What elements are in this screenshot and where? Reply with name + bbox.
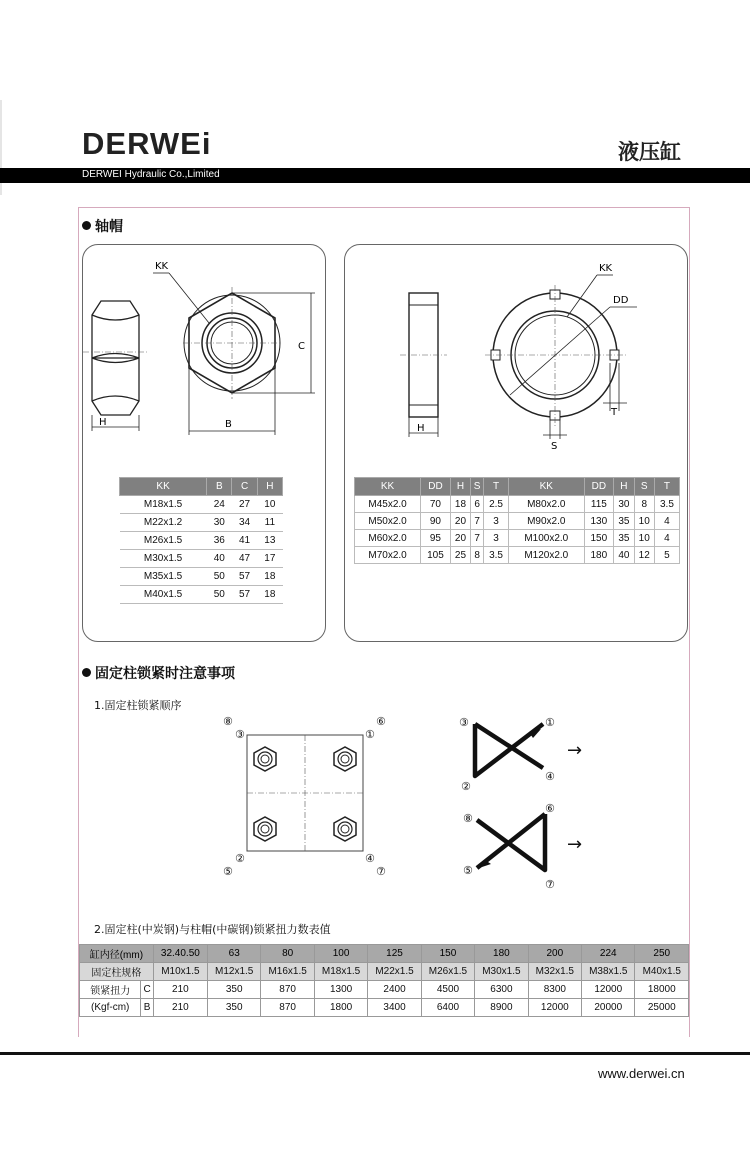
column-header: DD: [584, 478, 614, 496]
torque-table: [79, 944, 689, 1017]
table-cell: 47: [232, 550, 257, 568]
slotted-nut-dimension-table: [354, 477, 680, 564]
table-cell: 18: [450, 496, 470, 513]
table-cell: 4500: [421, 981, 474, 999]
table-cell: 7: [471, 530, 484, 547]
column-header: DD: [421, 478, 451, 496]
table-cell: 36: [207, 532, 232, 550]
label-h: H: [99, 417, 107, 428]
column-header: 63: [207, 945, 260, 963]
table-row: [120, 586, 283, 604]
table-cell: M30x1.5: [475, 963, 528, 981]
footer-rule: [0, 1052, 750, 1055]
table-cell: 6: [471, 496, 484, 513]
seq-2: ②: [235, 852, 245, 865]
table-cell: 24: [207, 496, 232, 514]
table-cell: M18x1.5: [120, 496, 207, 514]
company-bar: [0, 168, 750, 183]
column-header: S: [634, 478, 654, 496]
column-header: 200: [528, 945, 581, 963]
table-cell: 40: [614, 547, 634, 564]
table-cell: M10x1.5: [153, 963, 207, 981]
table-cell: 8: [471, 547, 484, 564]
path-seq-4: ④: [545, 770, 555, 783]
table-row: [120, 550, 283, 568]
table-cell: M35x1.5: [120, 568, 207, 586]
table-cell: 12000: [528, 999, 581, 1017]
section-title-precautions: 固定柱锁紧时注意事项: [82, 663, 235, 683]
table-row: [80, 945, 689, 963]
table-row: [80, 999, 689, 1017]
seq-5: ⑤: [223, 865, 233, 878]
table-cell: 2.5: [484, 496, 509, 513]
table-cell: 20: [450, 530, 470, 547]
path-seq-6: ⑥: [545, 802, 555, 815]
table-cell: M22x1.5: [368, 963, 421, 981]
table-row: [80, 981, 689, 999]
hex-nut-drawing: [83, 245, 325, 475]
table-cell: 7: [471, 513, 484, 530]
table-cell: 870: [261, 999, 314, 1017]
table-cell: 13: [257, 532, 282, 550]
seq-8: ⑧: [223, 715, 233, 728]
bullet-icon: [82, 668, 91, 677]
table-cell: 210: [153, 981, 207, 999]
table-header-row: [355, 478, 680, 496]
table-cell: 35: [614, 530, 634, 547]
table-cell: 3: [484, 530, 509, 547]
row-header: 锁紧扭力: [80, 981, 141, 999]
table-cell: 1800: [314, 999, 367, 1017]
table-cell: 18: [257, 568, 282, 586]
table-cell: M30x1.5: [120, 550, 207, 568]
label-dd: DD: [613, 295, 629, 306]
table-cell: 105: [421, 547, 451, 564]
table-cell: 12000: [582, 981, 635, 999]
table-cell: 6400: [421, 999, 474, 1017]
table-cell: M32x1.5: [528, 963, 581, 981]
subtitle-torque: 2.固定柱(中炭钢)与柱帽(中碳钢)锁紧扭力数表值: [94, 923, 331, 936]
table-cell: 115: [584, 496, 614, 513]
row-header: 固定柱规格: [80, 963, 154, 981]
seq-1: ①: [365, 728, 375, 741]
table-cell: 57: [232, 586, 257, 604]
table-cell: M60x2.0: [355, 530, 421, 547]
path-seq-1: ①: [545, 716, 555, 729]
slotted-nut-side-view: [409, 293, 438, 437]
table-cell: 210: [153, 999, 207, 1017]
table-cell: M38x1.5: [582, 963, 635, 981]
table-cell: 10: [634, 530, 654, 547]
section-title-nut: 轴帽: [82, 216, 123, 236]
table-cell: 30: [614, 496, 634, 513]
panel-slotted-nut: [344, 244, 688, 642]
row-subheader: B: [141, 999, 153, 1017]
column-header: 150: [421, 945, 474, 963]
column-header: T: [484, 478, 509, 496]
column-header: H: [614, 478, 634, 496]
table-row: [120, 496, 283, 514]
table-cell: M90x2.0: [509, 513, 584, 530]
column-header: KK: [355, 478, 421, 496]
bullet-icon: [82, 221, 91, 230]
nut-dimension-table: [119, 477, 283, 604]
column-header: S: [471, 478, 484, 496]
label-c: C: [298, 341, 305, 352]
table-cell: 35: [614, 513, 634, 530]
table-cell: M120x2.0: [509, 547, 584, 564]
table-cell: 10: [257, 496, 282, 514]
table-cell: M70x2.0: [355, 547, 421, 564]
column-header: B: [207, 478, 232, 496]
column-header: 100: [314, 945, 367, 963]
seq-4: ④: [365, 852, 375, 865]
table-cell: M45x2.0: [355, 496, 421, 513]
column-header: 125: [368, 945, 421, 963]
table-cell: 20: [450, 513, 470, 530]
label-kk2: KK: [599, 263, 613, 274]
path-seq-5: ⑤: [463, 864, 473, 877]
table-row: [355, 496, 680, 513]
tightening-path-diagram: [455, 710, 595, 895]
table-row: [120, 568, 283, 586]
table-row: [355, 513, 680, 530]
path-seq-2: ②: [461, 780, 471, 793]
table-cell: 2400: [368, 981, 421, 999]
table-cell: M26x1.5: [120, 532, 207, 550]
table-header-row: [120, 478, 283, 496]
table-cell: 8: [634, 496, 654, 513]
table-cell: M40x1.5: [120, 586, 207, 604]
table-cell: M50x2.0: [355, 513, 421, 530]
panel-hex-nut: [82, 244, 326, 642]
table-cell: 41: [232, 532, 257, 550]
table-cell: 10: [634, 513, 654, 530]
table-cell: 50: [207, 586, 232, 604]
table-cell: M16x1.5: [261, 963, 314, 981]
table-cell: 57: [232, 568, 257, 586]
table-cell: 11: [257, 514, 282, 532]
table-cell: 6300: [475, 981, 528, 999]
table-row: [120, 532, 283, 550]
table-cell: 50: [207, 568, 232, 586]
table-cell: 3.5: [654, 496, 679, 513]
label-s: S: [551, 441, 558, 452]
label-h2: H: [417, 423, 425, 434]
table-cell: 350: [207, 999, 260, 1017]
table-cell: 34: [232, 514, 257, 532]
table-cell: M12x1.5: [207, 963, 260, 981]
seq-3: ③: [235, 728, 245, 741]
label-b: B: [225, 419, 232, 430]
table-cell: 5: [654, 547, 679, 564]
table-cell: 4: [654, 513, 679, 530]
seq-6: ⑥: [376, 715, 386, 728]
table-cell: 27: [232, 496, 257, 514]
table-cell: 90: [421, 513, 451, 530]
column-header: 80: [261, 945, 314, 963]
table-cell: 17: [257, 550, 282, 568]
table-cell: 150: [584, 530, 614, 547]
page-title: 液压缸: [618, 140, 681, 164]
company-name: DERWEI Hydraulic Co.,Limited: [82, 169, 220, 180]
table-cell: M18x1.5: [314, 963, 367, 981]
table-cell: 70: [421, 496, 451, 513]
table-cell: M22x1.2: [120, 514, 207, 532]
table-cell: 25000: [635, 999, 689, 1017]
table-cell: M100x2.0: [509, 530, 584, 547]
row-header: (Kgf-cm): [80, 999, 141, 1017]
column-header: KK: [509, 478, 584, 496]
table-cell: 8900: [475, 999, 528, 1017]
table-row: [80, 963, 689, 981]
arrow-right-icon: →: [567, 834, 583, 855]
table-cell: M26x1.5: [421, 963, 474, 981]
table-cell: 18000: [635, 981, 689, 999]
table-cell: 180: [584, 547, 614, 564]
path-seq-8: ⑧: [463, 812, 473, 825]
table-cell: 870: [261, 981, 314, 999]
table-cell: 130: [584, 513, 614, 530]
path-seq-3: ③: [459, 716, 469, 729]
website: www.derwei.cn: [598, 1066, 685, 1081]
tightening-sequence-diagram: [210, 705, 405, 890]
table-cell: 350: [207, 981, 260, 999]
column-header: 250: [635, 945, 689, 963]
slotted-nut-drawing: [345, 245, 687, 477]
column-header: H: [450, 478, 470, 496]
table-cell: 8300: [528, 981, 581, 999]
table-cell: 30: [207, 514, 232, 532]
row-header: 缸内径(mm): [80, 945, 154, 963]
table-cell: 3: [484, 513, 509, 530]
path-seq-7: ⑦: [545, 878, 555, 891]
table-cell: 12: [634, 547, 654, 564]
subtitle-sequence: 1.固定柱锁紧顺序: [94, 699, 182, 712]
table-row: [355, 547, 680, 564]
table-cell: 40: [207, 550, 232, 568]
table-cell: 95: [421, 530, 451, 547]
table-cell: 20000: [582, 999, 635, 1017]
arrow-right-icon: →: [567, 740, 583, 761]
table-cell: 25: [450, 547, 470, 564]
table-cell: 3400: [368, 999, 421, 1017]
row-subheader: C: [141, 981, 153, 999]
table-cell: 18: [257, 586, 282, 604]
column-header: 32.40.50: [153, 945, 207, 963]
brand-logo: DERWEi: [82, 126, 212, 161]
column-header: KK: [120, 478, 207, 496]
table-cell: 1300: [314, 981, 367, 999]
column-header: H: [257, 478, 282, 496]
table-cell: M80x2.0: [509, 496, 584, 513]
table-cell: 3.5: [484, 547, 509, 564]
table-cell: 4: [654, 530, 679, 547]
seq-7: ⑦: [376, 865, 386, 878]
column-header: 180: [475, 945, 528, 963]
table-row: [355, 530, 680, 547]
column-header: 224: [582, 945, 635, 963]
label-t: T: [611, 407, 618, 418]
label-kk: KK: [155, 261, 169, 272]
hex-nut-side-view: [92, 301, 139, 431]
column-header: C: [232, 478, 257, 496]
table-cell: M40x1.5: [635, 963, 689, 981]
column-header: T: [654, 478, 679, 496]
table-row: [120, 514, 283, 532]
